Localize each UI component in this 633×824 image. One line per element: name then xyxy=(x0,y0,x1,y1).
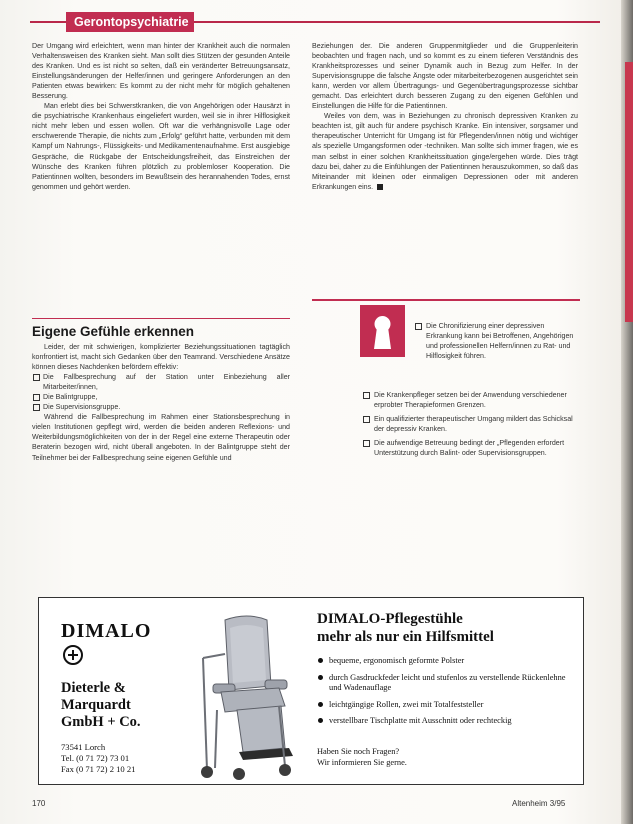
chair-image xyxy=(167,598,307,784)
ad-footer-line-2: Wir informieren Sie gerne. xyxy=(317,758,407,767)
section-tag: Gerontopsychiatrie xyxy=(66,12,194,32)
ad-title-line-1: DIMALO-Pflegestühle xyxy=(317,611,463,627)
page-number: 170 xyxy=(32,799,46,808)
summary-item-3: Ein qualifizierter therapeutischer Umgang mildert das Schicksal der depressiv Kranken. xyxy=(362,414,580,434)
end-of-article-mark xyxy=(377,184,383,190)
col2-paragraph-2-text: Weiles von dem, was in Beziehungen zu chronisch depressiven Kranken zu beachten ist, gilt auch für andere psychisch Kranke. Ein intensiver, sorgsamer und therapeutischer Unterricht für Umgang ist für Pflegenden/innen nötig und wichtiger als spezielle Umgangsformen oder -techniken. Man sollte sich immer fragen, wie es man selbst in einer solchen Krankheitssituation ginge/ergehen würde. Dies trägt dazu bei, daher zu die Einfühlungen der Patientinnen herauszukommen, so daß das Miteinander mit kleinen oder einmaligen Depressionen oder mit anderen Erkrankungen eins. xyxy=(312,112,578,191)
summary-rule xyxy=(312,299,580,301)
column-1 xyxy=(32,41,290,192)
col3-bullet-1: Die Fallbesprechung auf der Station unter Einbeziehung aller Mitarbeiter/innen, xyxy=(32,372,290,392)
ad-contact-phone: Tel. (0 71 72) 73 01 xyxy=(61,753,130,763)
ad-contact-fax: Fax (0 71 72) 2 10 21 xyxy=(61,764,136,774)
column-3 xyxy=(32,342,290,463)
summary-item-4: Die aufwendige Betreuung bedingt der „Pflegenden erfordert Unterstützung durch Balint- oder Supervisionsgruppen. xyxy=(362,438,580,458)
summary-box-bottom xyxy=(362,390,580,462)
heading-rule xyxy=(32,318,290,319)
summary-box-top xyxy=(414,321,580,365)
ad-feature-list xyxy=(317,656,571,733)
plus-circle-icon xyxy=(63,645,83,665)
ad-feature-4: verstellbare Tischplatte mit Ausschnitt oder rechteckig xyxy=(317,716,571,727)
ad-company-line-1: Dieterle & xyxy=(61,680,126,696)
ad-product-panel xyxy=(307,598,583,784)
col3-paragraph-2: Während die Fallbesprechung im Rahmen einer Stationsbesprechung in vielen Institutionen gepflegt wird, werden die beiden anderen Reflexions- und Weiterbildungsmöglichkeiten von der in der Regel eine externe Therapeutin oder Beraterin bezogen wird, nicht überall angeboten. In der Balintgruppe steht der Teilnehmer bei der Fallbesprechung seine eigenen Gefühle und xyxy=(32,413,290,462)
ad-logo xyxy=(61,620,167,666)
section-heading: Eigene Gefühle erkennen xyxy=(32,324,195,339)
ad-feature-3: leichtgängige Rollen, zwei mit Totalfeststeller xyxy=(317,700,571,711)
ad-company-line-3: GmbH + Co. xyxy=(61,714,141,730)
ad-company-panel xyxy=(39,598,167,784)
ad-company-name xyxy=(61,680,141,731)
col2-paragraph-1: Beziehungen der. Die anderen Gruppenmitglieder und die Gruppenleiterin beobachten und fragen nach, und so kommt es zu einem tieferen Verständnis des Krankheitsprozesses und seiner Dynamik auch in Bezug zum Helfer. In der Supervisionsgruppe die falsche Ängste oder mitarbeiterbezogenen ausgerichtet sein kann, werden vor allem Übertragungs- und Gegenübertragungsprozesse sichtbar gemacht. Das erleichtert durch besseren Zugang zu den eigenen Gefühlen und Einstellungen die Hilfe für die Patientinnen. xyxy=(312,42,578,111)
col3-bullet-2: Die Balintgruppe, xyxy=(32,392,290,402)
advertisement xyxy=(38,597,584,785)
ad-footer-line-1: Haben Sie noch Fragen? xyxy=(317,747,400,756)
ad-title xyxy=(317,610,494,646)
col2-paragraph-2 xyxy=(312,111,578,191)
ad-title-line-2: mehr als nur ein Hilfsmittel xyxy=(317,629,494,645)
column-2 xyxy=(312,41,578,192)
ad-logo-text: DIMALO xyxy=(61,620,152,642)
keyhole-icon xyxy=(360,305,405,357)
ad-contact-city: 73541 Lorch xyxy=(61,742,106,752)
ad-contact xyxy=(61,742,135,775)
summary-item-2: Die Krankenpfleger setzen bei der Anwendung verschiedener erprobter Therapieformen Grenzen. xyxy=(362,390,580,410)
magazine-issue: Altenheim 3/95 xyxy=(512,799,566,808)
col3-bullet-3: Die Supervisionsgruppe. xyxy=(32,402,290,412)
summary-item-1: Die Chronifizierung einer depressiven Erkrankung kann bei Betroffenen, Angehörigen und professionellen Helfern/innen zu Rat- und Hilflosigkeit führen. xyxy=(414,321,580,361)
red-edge-tab xyxy=(625,62,633,322)
ad-feature-1: bequeme, ergonomisch geformte Polster xyxy=(317,656,571,667)
ad-chair-photo xyxy=(167,598,307,784)
col1-paragraph-1: Der Umgang wird erleichtert, wenn man hinter der Krankheit auch die normalen Verhaltensweisen des Kranken sieht. Man sollt dies Stützen der gesunden Anteile des Kranken. Und es ist nicht so selten, daß ein veränderter Betreuungsansatz, Einstellungsänderungen der Helfer/innen und geringere Anforderungen an den Patienten etwas bewirken: Es kommt zu der nicht mehr für möglich gehaltenen Besserung. xyxy=(32,42,290,101)
ad-footer xyxy=(317,746,407,768)
ad-feature-2: durch Gasdruckfeder leicht und stufenlos zu verstellende Rückenlehne und Wadenauflage xyxy=(317,673,571,694)
ad-company-line-2: Marquardt xyxy=(61,697,131,713)
col1-paragraph-2: Man erlebt dies bei Schwerstkranken, die von Angehörigen oder Hausärzt in die psychiatrische Krankenhaus eingeliefert wurden, weil sie in ihrer Hilflosigkeit nicht mehr leben und essen wollen. Oft war die verhängnisvolle Lage oder erschwerende Therapie, die nichts zum „Erfolg“ geführt hatte, verbunden mit dem Kampf um Nahrungs-, Flüssigkeits- und Medikamentenaufnahme. Erst ausgiebige Gespräche, die Rückgabe der Entscheidungsfreiheit, das Einstreichen der Wünsche des Kranken führen plötzlich zu problemloser Kooperation. Die Patientinnen wollten, besonders im Bewußtsein des herannahenden Todes, ernst genommen und gehört werden. xyxy=(32,102,290,191)
col3-paragraph-1: Leider, der mit schwierigen, komplizierter Beziehungssituationen tagtäglich konfrontiert ist, macht sich Gedanken über den Teamrand. Verschiedene Ansätze können dieses Nachdenken befördern effektiv: xyxy=(32,343,290,372)
